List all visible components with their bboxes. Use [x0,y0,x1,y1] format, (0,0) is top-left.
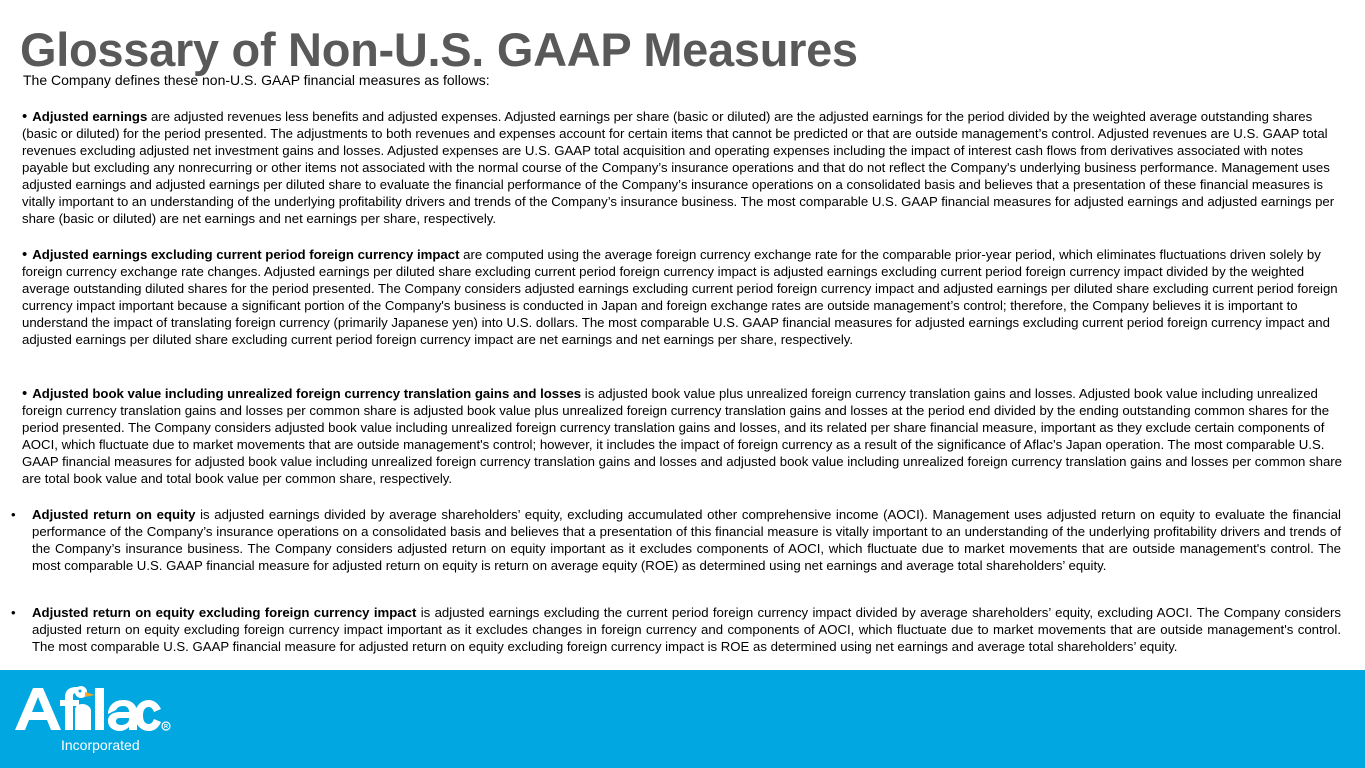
glossary-term: Adjusted earnings excluding current period foreign currency impact [32,247,460,262]
glossary-term: Adjusted book value including unrealized foreign currency translation gains and losses [32,386,582,401]
glossary-term: Adjusted return on equity [32,507,196,522]
footer-bar [0,670,1365,768]
glossary-item-adjusted-earnings [22,108,1342,227]
glossary-definition: are computed using the average foreign currency exchange rate for the comparable prior-year period, which eliminates fluctuations driven solely by foreign currency exchange rate changes. Adjusted earnings per diluted share excluding current period foreign currency impact is adjusted earnings excluding current period foreign currency impact divided by the weighted average outstanding diluted shares for the period presented. The Company considers adjusted earnings excluding current period foreign currency impact and adjusted earnings per diluted share excluding current period foreign currency impact important because a significant portion of the Company's business is conducted in Japan and foreign exchange rates are outside management’s control; therefore, the Company believes it is important to understand the impact of translating foreign currency (primarily Japanese yen) into U.S. dollars. The most comparable U.S. GAAP financial measures for adjusted earnings excluding current period foreign currency impact and adjusted earnings per diluted share excluding current period foreign currency impact are net earnings and net earnings per share, respectively. [22,247,1338,347]
bullet: • [22,385,28,402]
bullet: • [22,108,28,125]
glossary-definition: is adjusted earnings divided by average shareholders’ equity, excluding accumulated other comprehensive income (AOCI). Management uses adjusted return on equity to evaluate the financial performance of the Company’s insurance operations on a consolidated basis and believes that a presentation of this financial measure is vitally important to an understanding of the underlying profitability drivers and trends of the Company’s insurance business. The Company considers adjusted return on equity important as it excludes components of AOCI, which fluctuate due to market movements that are outside management's control. The most comparable U.S. GAAP financial measure for adjusted return on equity is return on average equity (ROE) as determined using net earnings and average total shareholders’ equity. [32,507,1341,573]
glossary-item-adjusted-earnings-ex-fx [22,246,1342,348]
bullet: • [22,246,28,263]
glossary-item-adjusted-roe-ex-fx [11,604,1341,655]
logo-tagline: Incorporated [61,737,140,753]
page-title: Glossary of Non-U.S. GAAP Measures [20,23,858,76]
intro-text: The Company defines these non-U.S. GAAP financial measures as follows: [23,72,490,88]
svg-text:R: R [164,724,168,731]
glossary-term: Adjusted return on equity excluding foreign currency impact [32,605,417,620]
glossary-item-adjusted-roe [11,506,1341,574]
glossary-definition: is adjusted book value plus unrealized foreign currency translation gains and losses. Adjusted book value including unrealized foreign currency translation gains and losses per common share is adjusted book value plus unrealized foreign currency translation gains and losses at the period end divided by the ending outstanding common shares for the period presented. The Company considers adjusted book value including unrealized foreign currency translation gains and losses, and its related per share financial measure, important as they exclude certain components of AOCI, which fluctuate due to market movements that are outside management's control; however, it includes the impact of foreign currency as a result of the significance of Aflac’s Japan operation. The most comparable U.S. GAAP financial measures for adjusted book value including unrealized foreign currency translation gains and losses and adjusted book value including unrealized foreign currency translation gains and losses per common share are total book value and total book value per common share, respectively. [22,386,1343,486]
glossary-definition: are adjusted revenues less benefits and adjusted expenses. Adjusted earnings per share (basic or diluted) are the adjusted earnings for the period divided by the weighted average outstanding shares (basic or diluted) for the period presented. The adjustments to both revenues and expenses account for certain items that cannot be predicted or that are outside management’s control. Adjusted revenues are U.S. GAAP total revenues excluding adjusted net investment gains and losses. Adjusted expenses are U.S. GAAP total acquisition and operating expenses including the impact of interest cash flows from derivatives associated with notes payable but excluding any nonrecurring or other items not associated with the normal course of the Company’s insurance operations and that do not reflect the Company's underlying business performance. Management uses adjusted earnings and adjusted earnings per diluted share to evaluate the financial performance of the Company’s insurance operations on a consolidated basis and believes that a presentation of these financial measures is vitally important to an understanding of the underlying profitability drivers and trends of the Company’s insurance business. The most comparable U.S. GAAP financial measures for adjusted earnings and adjusted earnings per share (basic or diluted) are net earnings and net earnings per share, respectively. [22,109,1335,226]
bullet: • [11,605,16,620]
glossary-item-adjusted-book-value [22,385,1342,487]
glossary-definition: is adjusted earnings excluding the current period foreign currency impact divided by average shareholders’ equity, excluding AOCI. The Company considers adjusted return on equity excluding foreign currency impact important as it excludes changes in foreign currency and components of AOCI, which fluctuate due to market movements that are outside management's control. The most comparable U.S. GAAP financial measure for adjusted return on equity excluding foreign currency impact is ROE as determined using net earnings and average total shareholders’ equity. [32,605,1341,654]
glossary-term: Adjusted earnings [32,109,148,124]
bullet: • [11,507,16,522]
